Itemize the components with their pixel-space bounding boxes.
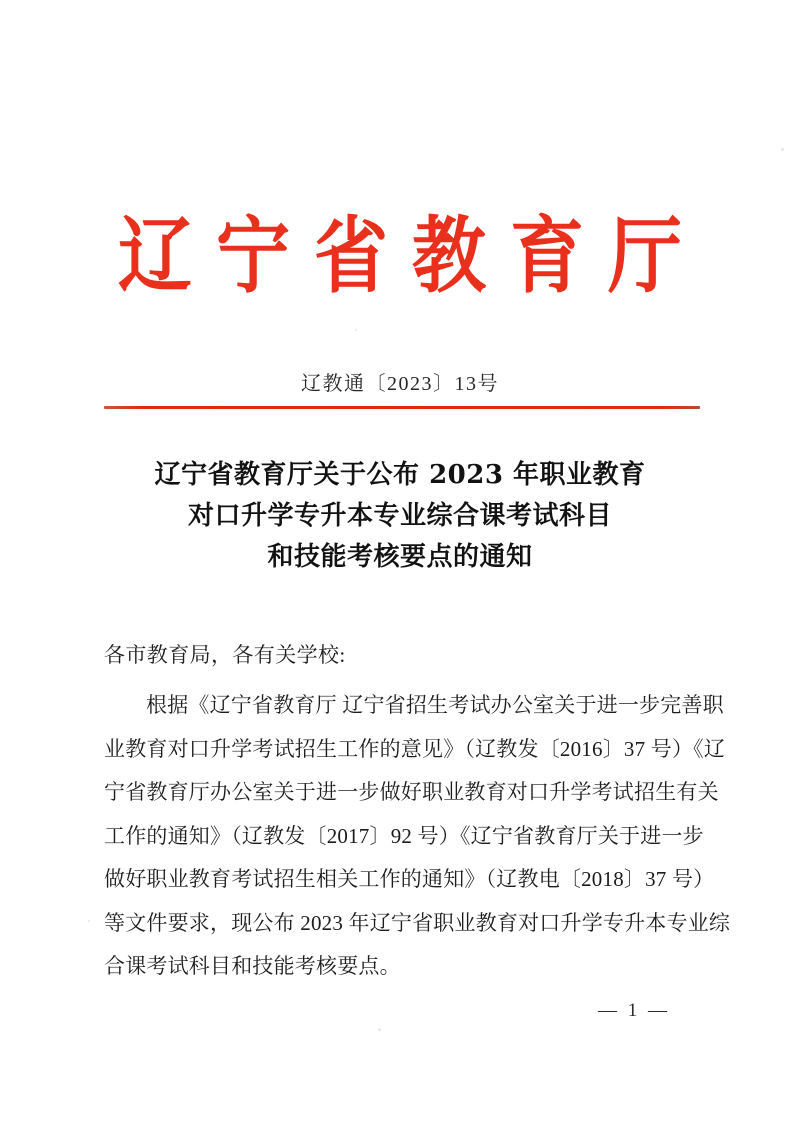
body-line-7: 合课考试科目和技能考核要点。 bbox=[104, 954, 401, 978]
body-line-1: 根据《辽宁省教育厅 辽宁省招生考试办公室关于进一步完善职 bbox=[146, 693, 724, 717]
body-line-4: 工作的通知》（辽教发〔2017〕92 号）《辽宁省教育厅关于进一步 bbox=[104, 823, 704, 848]
page-title bbox=[0, 455, 800, 578]
title-line-1: 辽宁省教育厅关于公布 2023 年职业教育 bbox=[154, 460, 646, 490]
body-paragraph bbox=[104, 684, 731, 989]
title-line-3: 和技能考核要点的通知 bbox=[267, 542, 533, 572]
red-separator-rule bbox=[104, 406, 700, 409]
letterhead bbox=[0, 208, 800, 305]
scan-speck bbox=[378, 1028, 381, 1031]
scan-speck bbox=[781, 148, 784, 151]
body-line-3: 宁省教育厅办公室关于进一步做好职业教育对口升学考试招生有关 bbox=[104, 780, 719, 804]
body-line-6: 等文件要求，现公布 2023 年辽宁省职业教育对口升学专升本专业综 bbox=[104, 910, 731, 935]
page-number: — 1 — bbox=[598, 1000, 670, 1021]
document-body bbox=[104, 634, 731, 989]
title-line-2: 对口升学专升本专业综合课考试科目 bbox=[187, 501, 612, 531]
body-line-5: 做好职业教育考试招生相关工作的通知》（辽教电〔2018〕37 号） bbox=[104, 867, 715, 891]
body-line-2: 业教育对口升学考试招生工作的意见》（辽教发〔2016〕37 号）《辽 bbox=[104, 736, 726, 761]
issuing-authority-title: 辽宁省教育厅 bbox=[118, 208, 706, 305]
scan-speck bbox=[88, 920, 90, 922]
salutation: 各市教育局，各有关学校: bbox=[104, 643, 346, 667]
document-number: 辽教通〔2023〕13号 bbox=[301, 373, 499, 395]
page-footer bbox=[0, 1000, 800, 1022]
scan-speck bbox=[355, 329, 357, 331]
